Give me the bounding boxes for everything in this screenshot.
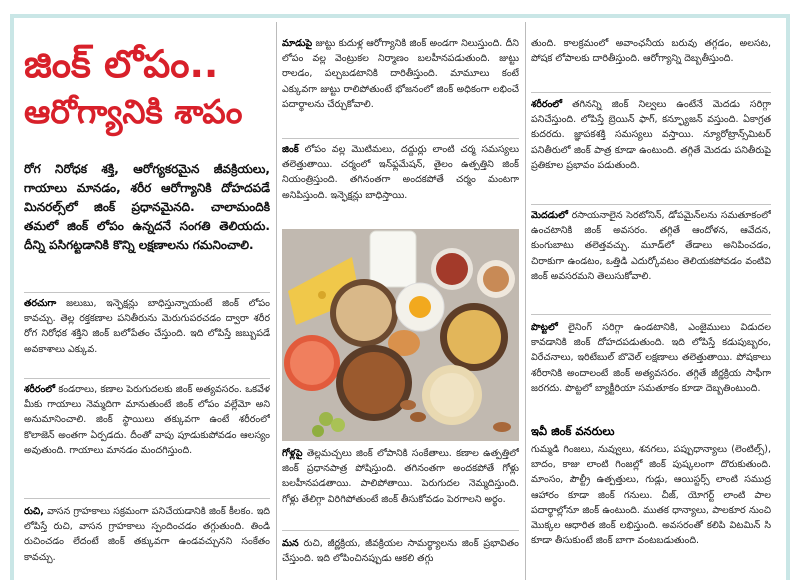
- paragraph-lead: జింక్: [282, 144, 299, 155]
- paragraph-text: జలుబు, ఇన్ఫెక్షన్లు బాధిస్తున్నాయంటే జింక్ లోపం కావచ్చు. తెల్ల రక్తకణాల పనితీరును మెరుగుపరచడం ద్వారా శరీర రోగ నిరోధక శక్తిని జింక్ బలోపేతం చేస్తుంది. ఇది లోపిస్తే జబ్బుపడే అవకాశాలు ఎక్కువ.: [24, 298, 270, 355]
- paragraph-lead: తరచుగా: [24, 298, 57, 309]
- frame-right-bar: [786, 14, 790, 580]
- article-paragraph: [531, 208, 771, 310]
- rice-cake-top: [430, 373, 474, 417]
- headline-line-2: ఆరోగ్యానికి శాపం: [24, 92, 243, 131]
- column-divider: [525, 22, 526, 580]
- paragraph-lead: గోళ్లపై: [282, 448, 303, 459]
- paragraph-lead: మన: [282, 538, 299, 549]
- paragraph-text: జుట్టు కుదుళ్ల ఆరోగ్యానికి జింక్ అండగా నిలుస్తుంది. దీని లోపం వల్ల వెంట్రుకల నిర్మాణం బలహీనపడుతుంది. జుట్టు రాలడం, పల్చబడటానికి దారితీస్తుంది. మామూలు కంటే ఎక్కువగా జుట్టు రాలిపోతుంటే భోజనంలో జింక్ అధికంగా లభించే పదార్థాలను చేర్చుకోవాలి.: [282, 38, 519, 110]
- column-divider: [276, 22, 277, 580]
- paragraph-text: తెల్లమచ్చలు జింక్ లోపానికి సంకేతాలు. కణాల ఉత్పత్తిలో జింక్ ప్రధానపాత్ర పోషిస్తుంది. తగినంతగా అందకపోతే గోళ్లు బలహీనపడతాయి. పాలిపోతాయి. పెరుగుదల నెమ్మదిస్తుంది. గోళ్లు తేలిగ్గా విరిగిపోతుంటే జింక్ తీసుకోవడం పెరగాలని అర్థం.: [282, 448, 519, 505]
- paragraph-text: లైనింగ్ సరిగ్గా ఉండటానికి, ఎంజైములు విడుదల కావడానికి జింక్ దోహదపడుతుంది. ఇది లోపిస్తే కడుపుబ్బరం, విరేచనాలు, ఇరిటేబుల్ బొవెల్ లక్షణాలు తలెత్తుతాయి. పోషకాలు శరీరానికి అందాలంటే జింక్ అత్యవసరం. తగ్గితే జీర్ణక్రియ సాఫీగా జరగదు. పొట్టలో బ్యాక్టీరియా సమతూకం కూడా దెబ్బతింటుంది.: [531, 322, 771, 394]
- article-paragraph: [531, 320, 771, 416]
- paragraph-lead: రుచి,: [24, 506, 44, 517]
- paragraph-divider: [24, 498, 270, 499]
- zinc-rich-foods-photo: [282, 229, 519, 441]
- seeds: [483, 266, 509, 292]
- article-paragraph: [282, 36, 519, 131]
- headline-line-1: జింక్ లోపం..: [24, 42, 219, 86]
- article-paragraph: [282, 446, 519, 524]
- paragraph-lead: శరీరంలో: [24, 384, 56, 395]
- hazelnuts: [343, 352, 405, 414]
- milk-glass: [370, 231, 416, 287]
- paragraph-text: వాసన గ్రాహకాలు సక్రమంగా పనిచేయడానికి జింక్ కీలకం. ఇది లోపిస్తే రుచి, వాసన గ్రాహకాలు స్పందించడం తగ్గుతుంది. తిండి రుచించడం లేదంటే జింక్ తక్కువగా ఉండవచ్చునని సంకేతం కావచ్చు.: [24, 506, 270, 563]
- article-paragraph: [531, 36, 771, 86]
- paragraph-text: కండరాలు, కణాల పెరుగుదలకు జింక్ అత్యవసరం. ఒకవేళ మీకు గాయాలు నెమ్మదిగా మానుతుంటే జింక్ లోపం వల్లేమో అని అనుమానించాలి. జింక్ స్థాయిలు తక్కువగా ఉంటే శరీరంలో కొలాజెన్ అంతగా ఏర్పడదు. దీంతో వాపు పూడుకుపోవడం ఆలస్యం అవుతుంది. గాయాలు మానడం మందగిస్తుంది.: [24, 384, 270, 456]
- article-paragraph: [282, 142, 519, 222]
- paragraph-divider: [531, 314, 771, 315]
- frame-top-bar: [10, 14, 790, 18]
- grapefruit-flesh: [290, 341, 334, 385]
- frame-left-bar: [10, 14, 14, 580]
- paragraph-lead: మాడుపై: [282, 38, 313, 49]
- article-paragraph: [24, 382, 270, 492]
- paragraph-divider: [24, 292, 270, 293]
- pasta: [447, 310, 501, 364]
- paragraph-divider: [282, 138, 519, 139]
- peanuts: [336, 285, 392, 341]
- headline: [24, 40, 270, 136]
- paragraph-lead: పొట్టలో: [531, 322, 558, 333]
- paragraph-text: రుచి, జీర్ణక్రియ, జీవక్రియల సామర్థ్యాలను జింక్ ప్రభావితం చేస్తుంది. ఇది లోపించినప్పుడు ఆకలి తగ్గు: [282, 538, 519, 565]
- paragraph-divider: [531, 204, 771, 205]
- paragraph-text: రసాయనాలైన సెరటోనిన్, డోపమైన్‌లను సమతూకంలో ఉంచటానికి జింక్ అవసరం. తగ్గితే ఆందోళన, ఆవేదన, కుంగుబాటు తలెత్తవచ్చు. మూడ్‌లో తేడాలు అనిపించడం, చిరాకుగా ఉండటం, ఒత్తిడి ఎదుర్కోవటం తెలియకపోవడం వంటివి జింక్ అవసరమని తెలుసుకోవాలి.: [531, 210, 771, 282]
- article-paragraph: [282, 536, 519, 578]
- green-pea: [319, 412, 333, 426]
- paragraph-divider: [282, 530, 519, 531]
- paragraph-lead: శరీరంలో: [531, 99, 563, 110]
- article-paragraph: [24, 296, 270, 374]
- red-beans: [436, 253, 468, 285]
- sources-paragraph: గుమ్మడి గింజలు, నువ్వులు, శనగలు, పప్పుధాన్యాలు (లెంటిల్స్), బాదం, కాజు లాంటి గింజల్లో జింక్ పుష్కలంగా దొరుకుతుంది. మాంసం, పౌల్ట్రీ ఉత్పత్తులు, గుడ్లు, ఆయిస్టర్స్ లాంటి సముద్ర ఆహారం కూడా జింక్ గనులు. చీజ్, యోగర్ట్ లాంటి పాల పదార్థాల్లోనూ జింక్ ఉంటుంది. ముతక ధాన్యాలు, పాలకూర నుంచి మొక్కల ఆధారిత జింక్ లభిస్తుంది. అవసరంతో కలిపి విటమిన్ సి కూడా తీసుకుంటే జింక్ బాగా వంటబడుతుంది.: [531, 444, 771, 547]
- egg-yolk: [409, 296, 431, 318]
- paragraph-text: తుంది. కాలక్రమంలో అవాంఛనీయ బరువు తగ్గడం, అలసట, పోషక లోపాలకు దారితీస్తుంది. ఆరోగ్యాన్ని దెబ్బతీస్తుంది.: [531, 38, 771, 65]
- almond: [410, 412, 426, 422]
- paragraph-divider: [531, 92, 771, 93]
- almond: [493, 422, 511, 432]
- intro-paragraph: రోగ నిరోధక శక్తి, ఆరోగ్యకరమైన జీవక్రియలు, గాయాలు మానడం, శరీర ఆరోగ్యానికి దోహదపడే మినరల్స్‌లో జింక్ ప్రధానమైనది. చాలామందికి తమలో జింక్ లోపం ఉన్నదనే సంగతి తెలియదు. దీన్ని పసిగట్టడానికి కొన్ని లక్షణాలను గమనించాలి.: [24, 162, 270, 252]
- article-paragraph: [531, 97, 771, 199]
- paragraph-text: తగినన్ని జింక్ నిల్వలు ఉంటేనే మెదడు సరిగ్గా పనిచేస్తుంది. లోపిస్తే బ్రెయిన్ ఫాగ్, కన్ఫ్యూజన్ వస్తుంది. ఏకాగ్రత కుదరదు. జ్ఞాపకశక్తి సమస్యలు వస్తాయి. న్యూరోట్రాన్స్‌మిటర్ పనితీరులో జింక్ పాత్ర కూడా ఉంటుంది. తగ్గితే మెదడు పనితీరుపై ప్రతికూల ప్రభావం పడుతుంది.: [531, 99, 771, 171]
- article-paragraph: [24, 504, 270, 578]
- green-pea: [312, 425, 324, 437]
- green-pea: [331, 418, 345, 432]
- cheese-hole: [318, 291, 326, 299]
- sources-heading: ఇవీ జింక్ వనరులు: [531, 424, 615, 438]
- paragraph-divider: [24, 378, 270, 379]
- almond: [400, 400, 416, 410]
- paragraph-text: లోపం వల్ల మొటిమలు, దద్దుర్లు లాంటి చర్మ సమస్యలు తలెత్తుతాయి. చర్మంలో ఇన్‌ఫ్లమేషన్, తైలం ఉత్పత్తిని జింక్ నియంత్రిస్తుంది. తగినంతగా అందకపోతే చర్మం మంటగా అనిపిస్తుంది. ఇన్ఫెక్షన్లు బాధిస్తాయి.: [282, 144, 519, 201]
- paragraph-lead: మెదడులో: [531, 210, 568, 221]
